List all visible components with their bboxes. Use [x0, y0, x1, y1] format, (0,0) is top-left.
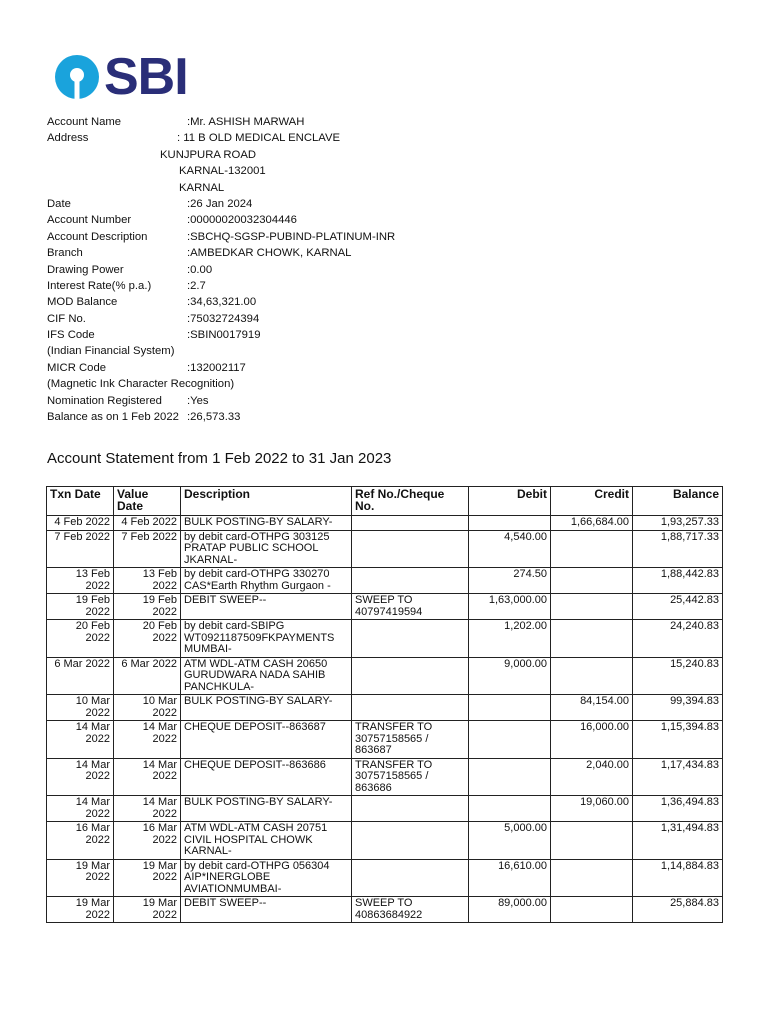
description-cell: by debit card-OTHPG 056304 AIP*INERGLOBE AVIATIONMUMBAI-	[181, 859, 352, 897]
description-cell: by debit card-OTHPG 303125 PRATAP PUBLIC SCHOOL JKARNAL-	[181, 530, 352, 568]
micr-label: MICR Code	[47, 361, 107, 374]
balance-cell: 24,240.83	[633, 620, 723, 658]
description-cell: DEBIT SWEEP--	[181, 897, 352, 923]
bank-logo	[54, 48, 188, 106]
table-header-row	[47, 487, 723, 516]
debit-cell: 9,000.00	[469, 657, 551, 695]
description-cell: by debit card-SBIPG WT0921187509FKPAYMENTS MUMBAI-	[181, 620, 352, 658]
ref-no-cell	[352, 695, 469, 721]
description-cell: BULK POSTING-BY SALARY-	[181, 796, 352, 822]
debit-cell	[469, 516, 551, 531]
balance-cell: 25,884.83	[633, 897, 723, 923]
credit-cell	[551, 530, 633, 568]
ref-no-cell: SWEEP TO 40797419594	[352, 594, 469, 620]
credit-cell	[551, 822, 633, 860]
debit-cell: 274.50	[469, 568, 551, 594]
table-row	[47, 796, 723, 822]
credit-cell	[551, 657, 633, 695]
txn-date-cell: 14 Mar 2022	[47, 758, 114, 796]
mod-balance-label: MOD Balance	[47, 296, 118, 309]
table-row	[47, 721, 723, 759]
account-name-value: :Mr. ASHISH MARWAH	[187, 116, 305, 128]
table-row	[47, 758, 723, 796]
txn-date-cell: 19 Mar 2022	[47, 859, 114, 897]
table-row	[47, 594, 723, 620]
table-row	[47, 859, 723, 897]
debit-cell: 1,63,000.00	[469, 594, 551, 620]
ifs-label: IFS Code	[47, 329, 95, 342]
table-row	[47, 568, 723, 594]
opening-balance-label: Balance as on 1 Feb 2022	[47, 411, 179, 424]
address-line1: : 11 B OLD MEDICAL ENCLAVE	[177, 132, 341, 145]
table-row	[47, 620, 723, 658]
txn-date-cell: 14 Mar 2022	[47, 796, 114, 822]
credit-cell	[551, 859, 633, 897]
txn-date-cell: 20 Feb 2022	[47, 620, 114, 658]
description-cell: CHEQUE DEPOSIT--863686	[181, 758, 352, 796]
interest-rate-value: :2.7	[187, 279, 206, 292]
ref-no-cell	[352, 530, 469, 568]
description-cell: by debit card-OTHPG 330270 CAS*Earth Rhythm Gurgaon -	[181, 568, 352, 594]
account-number-label: Account Number	[47, 214, 132, 227]
balance-cell: 25,442.83	[633, 594, 723, 620]
value-date-cell: 14 Mar 2022	[114, 758, 181, 796]
balance-cell: 99,394.83	[633, 695, 723, 721]
ref-no-cell	[352, 568, 469, 594]
value-date-cell: 14 Mar 2022	[114, 721, 181, 759]
ref-no-cell: SWEEP TO 40863684922	[352, 897, 469, 923]
value-date-cell: 19 Mar 2022	[114, 859, 181, 897]
value-date-cell: 6 Mar 2022	[114, 657, 181, 695]
txn-date-cell: 6 Mar 2022	[47, 657, 114, 695]
address-line4: KARNAL	[179, 181, 225, 194]
balance-cell: 1,31,494.83	[633, 822, 723, 860]
ref-no-cell	[352, 859, 469, 897]
credit-cell	[551, 620, 633, 658]
value-date-cell: 19 Feb 2022	[114, 594, 181, 620]
description-cell: ATM WDL-ATM CASH 20650 GURUDWARA NADA SAHIB PANCHKULA-	[181, 657, 352, 695]
nomination-value: :Yes	[187, 394, 209, 407]
table-row	[47, 897, 723, 923]
address-line2: KUNJPURA ROAD	[160, 148, 257, 161]
header-debit: Debit	[469, 487, 551, 516]
header-value-date: Value Date	[114, 487, 181, 516]
balance-cell: 1,17,434.83	[633, 758, 723, 796]
ref-no-cell	[352, 657, 469, 695]
credit-cell: 16,000.00	[551, 721, 633, 759]
opening-balance-value: :26,573.33	[187, 411, 241, 424]
cif-label: CIF No.	[47, 312, 86, 325]
ref-no-cell	[352, 796, 469, 822]
nomination-label: Nomination Registered	[47, 394, 162, 407]
transactions-table	[46, 486, 723, 923]
table-row	[47, 822, 723, 860]
credit-cell: 1,66,684.00	[551, 516, 633, 531]
txn-date-cell: 10 Mar 2022	[47, 695, 114, 721]
cif-value: :75032724394	[187, 312, 260, 325]
debit-cell: 89,000.00	[469, 897, 551, 923]
branch-label: Branch	[47, 247, 83, 260]
mod-balance-value: :34,63,321.00	[187, 296, 257, 309]
ref-no-cell: TRANSFER TO 30757158565 / 863686	[352, 758, 469, 796]
table-row	[47, 657, 723, 695]
txn-date-cell: 19 Feb 2022	[47, 594, 114, 620]
ifs-value: :SBIN0017919	[187, 329, 261, 342]
balance-cell: 1,36,494.83	[633, 796, 723, 822]
value-date-cell: 10 Mar 2022	[114, 695, 181, 721]
micr-note: (Magnetic Ink Character Recognition)	[47, 378, 235, 391]
debit-cell	[469, 721, 551, 759]
txn-date-cell: 7 Feb 2022	[47, 530, 114, 568]
debit-cell	[469, 695, 551, 721]
txn-date-cell: 19 Mar 2022	[47, 897, 114, 923]
table-row	[47, 530, 723, 568]
table-row	[47, 516, 723, 531]
credit-cell: 84,154.00	[551, 695, 633, 721]
ref-no-cell	[352, 620, 469, 658]
description-cell: ATM WDL-ATM CASH 20751 CIVIL HOSPITAL CHOWK KARNAL-	[181, 822, 352, 860]
statement-title: Account Statement from 1 Feb 2022 to 31 Jan 2023	[47, 450, 392, 467]
value-date-cell: 16 Mar 2022	[114, 822, 181, 860]
value-date-cell: 4 Feb 2022	[114, 516, 181, 531]
account-number-value: :00000020032304446	[187, 214, 297, 227]
debit-cell	[469, 758, 551, 796]
header-ref-no: Ref No./Cheque No.	[352, 487, 469, 516]
balance-cell: 15,240.83	[633, 657, 723, 695]
micr-value: :132002117	[187, 361, 246, 374]
drawing-power-value: :0.00	[187, 263, 213, 276]
balance-cell: 1,14,884.83	[633, 859, 723, 897]
value-date-cell: 14 Mar 2022	[114, 796, 181, 822]
date-value: :26 Jan 2024	[187, 197, 253, 210]
description-cell: DEBIT SWEEP--	[181, 594, 352, 620]
debit-cell: 16,610.00	[469, 859, 551, 897]
account-description-label: Account Description	[47, 230, 148, 243]
value-date-cell: 7 Feb 2022	[114, 530, 181, 568]
description-cell: CHEQUE DEPOSIT--863687	[181, 721, 352, 759]
table-body	[47, 516, 723, 923]
bank-name: SBI	[104, 48, 188, 106]
ref-no-cell	[352, 822, 469, 860]
debit-cell: 4,540.00	[469, 530, 551, 568]
description-cell: BULK POSTING-BY SALARY-	[181, 516, 352, 531]
credit-cell: 19,060.00	[551, 796, 633, 822]
description-cell: BULK POSTING-BY SALARY-	[181, 695, 352, 721]
drawing-power-label: Drawing Power	[47, 263, 124, 276]
ifs-note: (Indian Financial System)	[47, 345, 175, 358]
txn-date-cell: 16 Mar 2022	[47, 822, 114, 860]
header-balance: Balance	[633, 487, 723, 516]
header-txn-date: Txn Date	[47, 487, 114, 516]
credit-cell	[551, 594, 633, 620]
ref-no-cell: TRANSFER TO 30757158565 / 863687	[352, 721, 469, 759]
date-label: Date	[47, 197, 71, 210]
debit-cell	[469, 796, 551, 822]
address-label: Address	[47, 132, 89, 145]
address-line3: KARNAL-132001	[179, 165, 266, 178]
balance-cell: 1,15,394.83	[633, 721, 723, 759]
header-credit: Credit	[551, 487, 633, 516]
credit-cell	[551, 897, 633, 923]
interest-rate-label: Interest Rate(% p.a.)	[47, 279, 152, 292]
ref-no-cell	[352, 516, 469, 531]
debit-cell: 1,202.00	[469, 620, 551, 658]
txn-date-cell: 14 Mar 2022	[47, 721, 114, 759]
value-date-cell: 20 Feb 2022	[114, 620, 181, 658]
account-description-value: :SBCHQ-SGSP-PUBIND-PLATINUM-INR	[187, 230, 396, 243]
credit-cell	[551, 568, 633, 594]
branch-value: :AMBEDKAR CHOWK, KARNAL	[187, 247, 352, 260]
balance-cell: 1,88,717.33	[633, 530, 723, 568]
header-description: Description	[181, 487, 352, 516]
sbi-keyhole-icon	[54, 54, 100, 100]
value-date-cell: 13 Feb 2022	[114, 568, 181, 594]
txn-date-cell: 4 Feb 2022	[47, 516, 114, 531]
credit-cell: 2,040.00	[551, 758, 633, 796]
balance-cell: 1,93,257.33	[633, 516, 723, 531]
value-date-cell: 19 Mar 2022	[114, 897, 181, 923]
debit-cell: 5,000.00	[469, 822, 551, 860]
balance-cell: 1,88,442.83	[633, 568, 723, 594]
account-name-label: Account Name	[47, 116, 122, 128]
txn-date-cell: 13 Feb 2022	[47, 568, 114, 594]
table-row	[47, 695, 723, 721]
